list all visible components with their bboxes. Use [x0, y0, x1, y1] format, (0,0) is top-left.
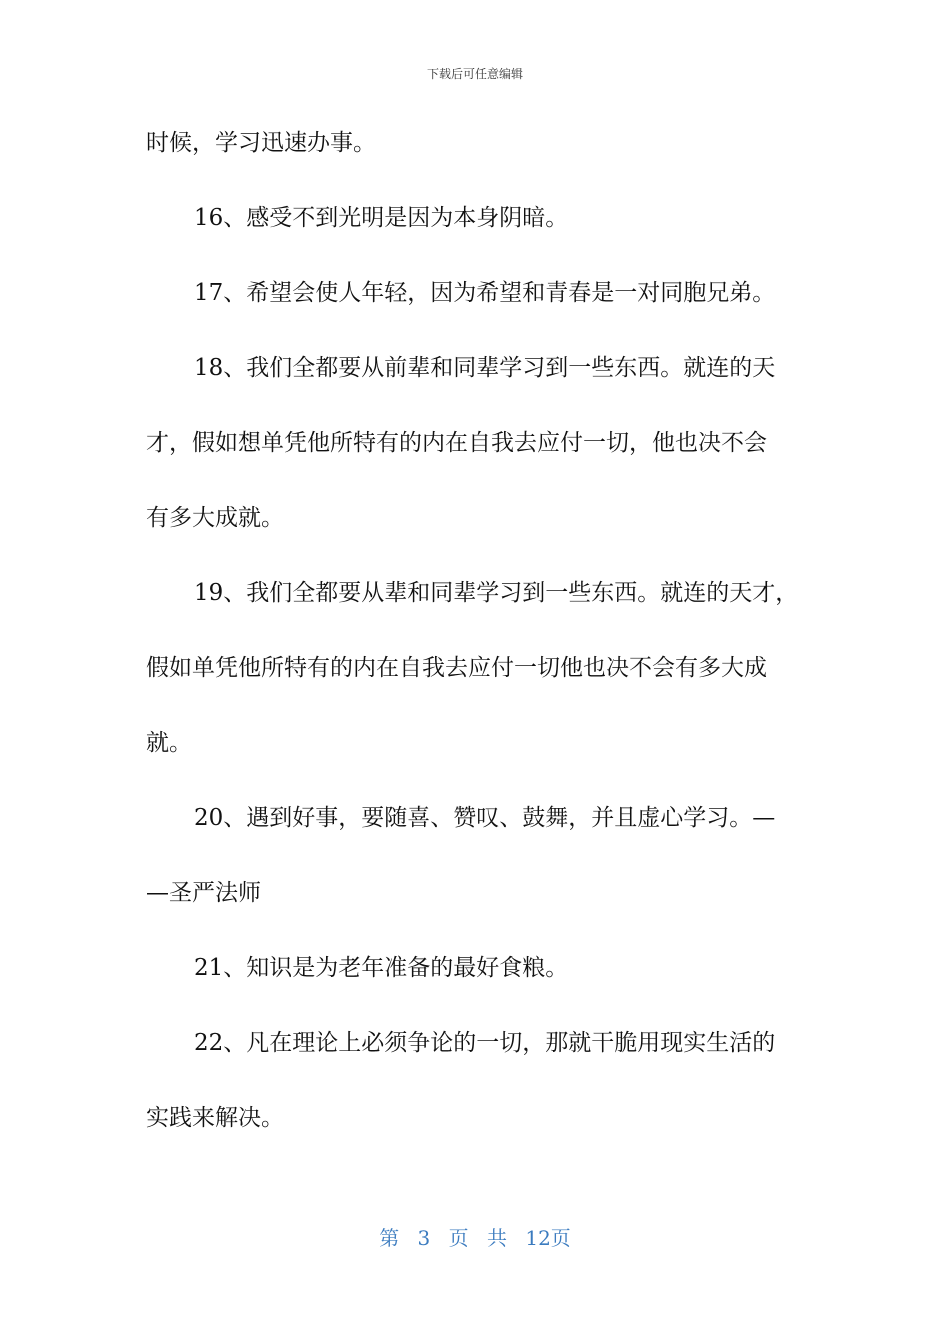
footer-prefix: 第 — [379, 1226, 400, 1250]
text-line: 17、希望会使人年轻，因为希望和青春是一对同胞兄弟。 — [194, 280, 776, 306]
text-line: 21、知识是为老年准备的最好食粮。 — [194, 955, 569, 981]
text-line: 假如单凭他所特有的内在自我去应付一切他也决不会有多大成 — [146, 655, 767, 681]
footer-total-pages: 12页 — [525, 1226, 571, 1250]
text-line: 19、我们全都要从辈和同辈学习到一些东西。就连的天才， — [194, 580, 799, 606]
text-line: 才，假如想单凭他所特有的内在自我去应付一切，他也决不会 — [146, 430, 767, 456]
text-line: 时候，学习迅速办事。 — [146, 130, 376, 156]
text-line: 就。 — [146, 730, 192, 756]
footer-page-word: 页 — [448, 1226, 469, 1250]
footer-total-word: 共 — [487, 1226, 507, 1250]
text-line: 实践来解决。 — [146, 1105, 284, 1131]
text-line: 22、凡在理论上必须争论的一切，那就干脆用现实生活的 — [194, 1030, 776, 1056]
footer-current-page: 3 — [417, 1226, 431, 1250]
text-line: 20、遇到好事，要随喜、赞叹、鼓舞，并且虚心学习。— — [194, 805, 776, 831]
header-note: 下载后可任意编辑 — [426, 67, 523, 81]
text-line: 18、我们全都要从前辈和同辈学习到一些东西。就连的天 — [194, 355, 776, 381]
text-line: 有多大成就。 — [146, 505, 284, 531]
text-line: —圣严法师 — [146, 880, 261, 906]
body-text — [146, 125, 806, 1137]
text-line: 16、感受不到光明是因为本身阴暗。 — [194, 205, 569, 231]
page-footer — [0, 1226, 950, 1250]
